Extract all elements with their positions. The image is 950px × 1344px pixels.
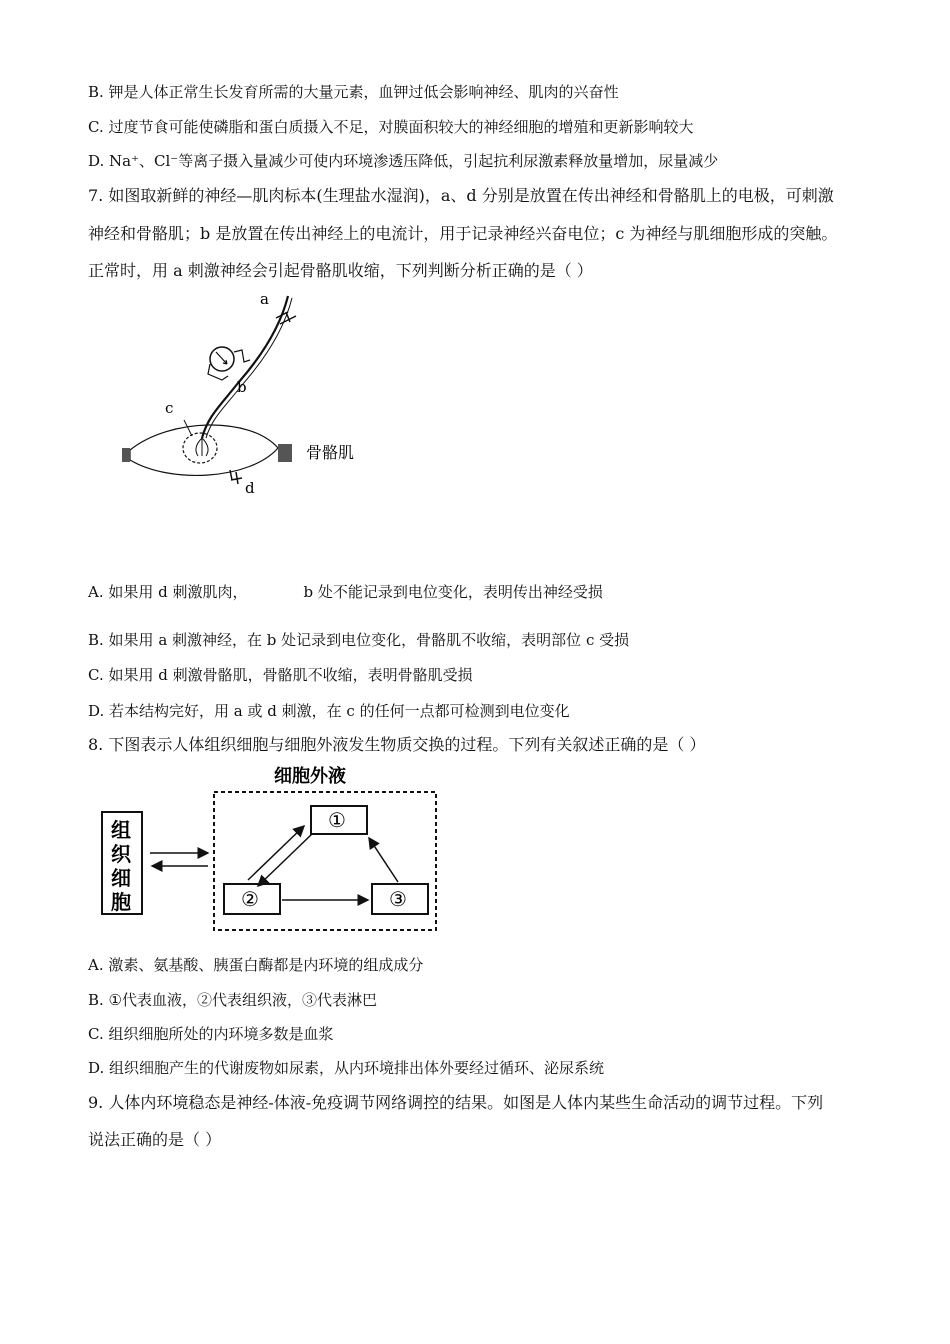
node-3-label: ③ xyxy=(389,887,407,911)
cell-char-1: 组 xyxy=(111,818,131,842)
extracellular-fluid-figure xyxy=(98,762,443,934)
q6-option-b: B. 钾是人体正常生长发育所需的大量元素，血钾过低会影响神经、肌肉的兴奋性 xyxy=(88,83,619,101)
label-a: a xyxy=(260,290,269,308)
q7-option-a-part2: b 处不能记录到电位变化，表明传出神经受损 xyxy=(303,583,603,601)
node-2-label: ② xyxy=(241,887,259,911)
cell-char-4: 胞 xyxy=(111,890,131,914)
q8-option-c: C. 组织细胞所处的内环境多数是血浆 xyxy=(88,1025,334,1043)
q7-option-a-part1: A. 如果用 d 刺激肌肉， xyxy=(88,583,248,601)
q7-option-a xyxy=(88,582,603,602)
q7-stem-line-2: 神经和骨骼肌；b 是放置在传出神经上的电流计，用于记录神经兴奋电位；c 为神经与肌细胞形成的突触。 xyxy=(88,224,838,243)
q8-option-d: D. 组织细胞产生的代谢废物如尿素，从内环境排出体外要经过循环、泌尿系统 xyxy=(88,1059,605,1077)
q7-option-d: D. 若本结构完好，用 a 或 d 刺激，在 c 的任何一点都可检测到电位变化 xyxy=(88,702,570,720)
label-skeletal-muscle: 骨骼肌 xyxy=(306,443,355,462)
label-d: d xyxy=(245,479,255,497)
q8-option-b: B. ①代表血液，②代表组织液，③代表淋巴 xyxy=(88,991,378,1009)
tendon-left xyxy=(122,448,130,462)
cell-char-2: 织 xyxy=(111,842,131,866)
figure-title: 细胞外液 xyxy=(274,766,346,787)
label-b: b xyxy=(237,378,247,396)
tendon-right xyxy=(278,444,292,462)
q7-stem-line-1: 7. 如图取新鲜的神经—肌肉标本(生理盐水湿润)，a、d 分别是放置在传出神经和骨骼肌上的电极，可刺激 xyxy=(88,186,834,205)
label-c: c xyxy=(165,399,174,417)
q9-stem-line-1: 9. 人体内环境稳态是神经-体液-免疫调节网络调控的结果。如图是人体内某些生命活动的调节过程。下列 xyxy=(88,1093,824,1112)
q7-option-b: B. 如果用 a 刺激神经，在 b 处记录到电位变化，骨骼肌不收缩，表明部位 c 受损 xyxy=(88,631,630,649)
cell-char-3: 细 xyxy=(111,866,131,890)
q6-option-d: D. Na⁺、Cl⁻等离子摄入量减少可使内环境渗透压降低，引起抗利尿激素释放量增加，尿量减少 xyxy=(88,152,719,170)
nerve-muscle-figure xyxy=(110,288,380,503)
q9-stem-line-2: 说法正确的是（ ） xyxy=(88,1130,222,1149)
q6-option-c: C. 过度节食可能使磷脂和蛋白质摄入不足，对膜面积较大的神经细胞的增殖和更新影响较大 xyxy=(88,118,694,136)
q8-stem: 8. 下图表示人体组织细胞与细胞外液发生物质交换的过程。下列有关叙述正确的是（ ） xyxy=(88,735,706,754)
synapse-c-circle xyxy=(183,433,217,463)
node-1-label: ① xyxy=(328,808,346,832)
q7-stem-line-3: 正常时，用 a 刺激神经会引起骨骼肌收缩，下列判断分析正确的是（ ） xyxy=(88,261,593,280)
q8-option-a: A. 激素、氨基酸、胰蛋白酶都是内环境的组成成分 xyxy=(88,956,424,974)
q7-option-c: C. 如果用 d 刺激骨骼肌，骨骼肌不收缩，表明骨骼肌受损 xyxy=(88,666,473,684)
